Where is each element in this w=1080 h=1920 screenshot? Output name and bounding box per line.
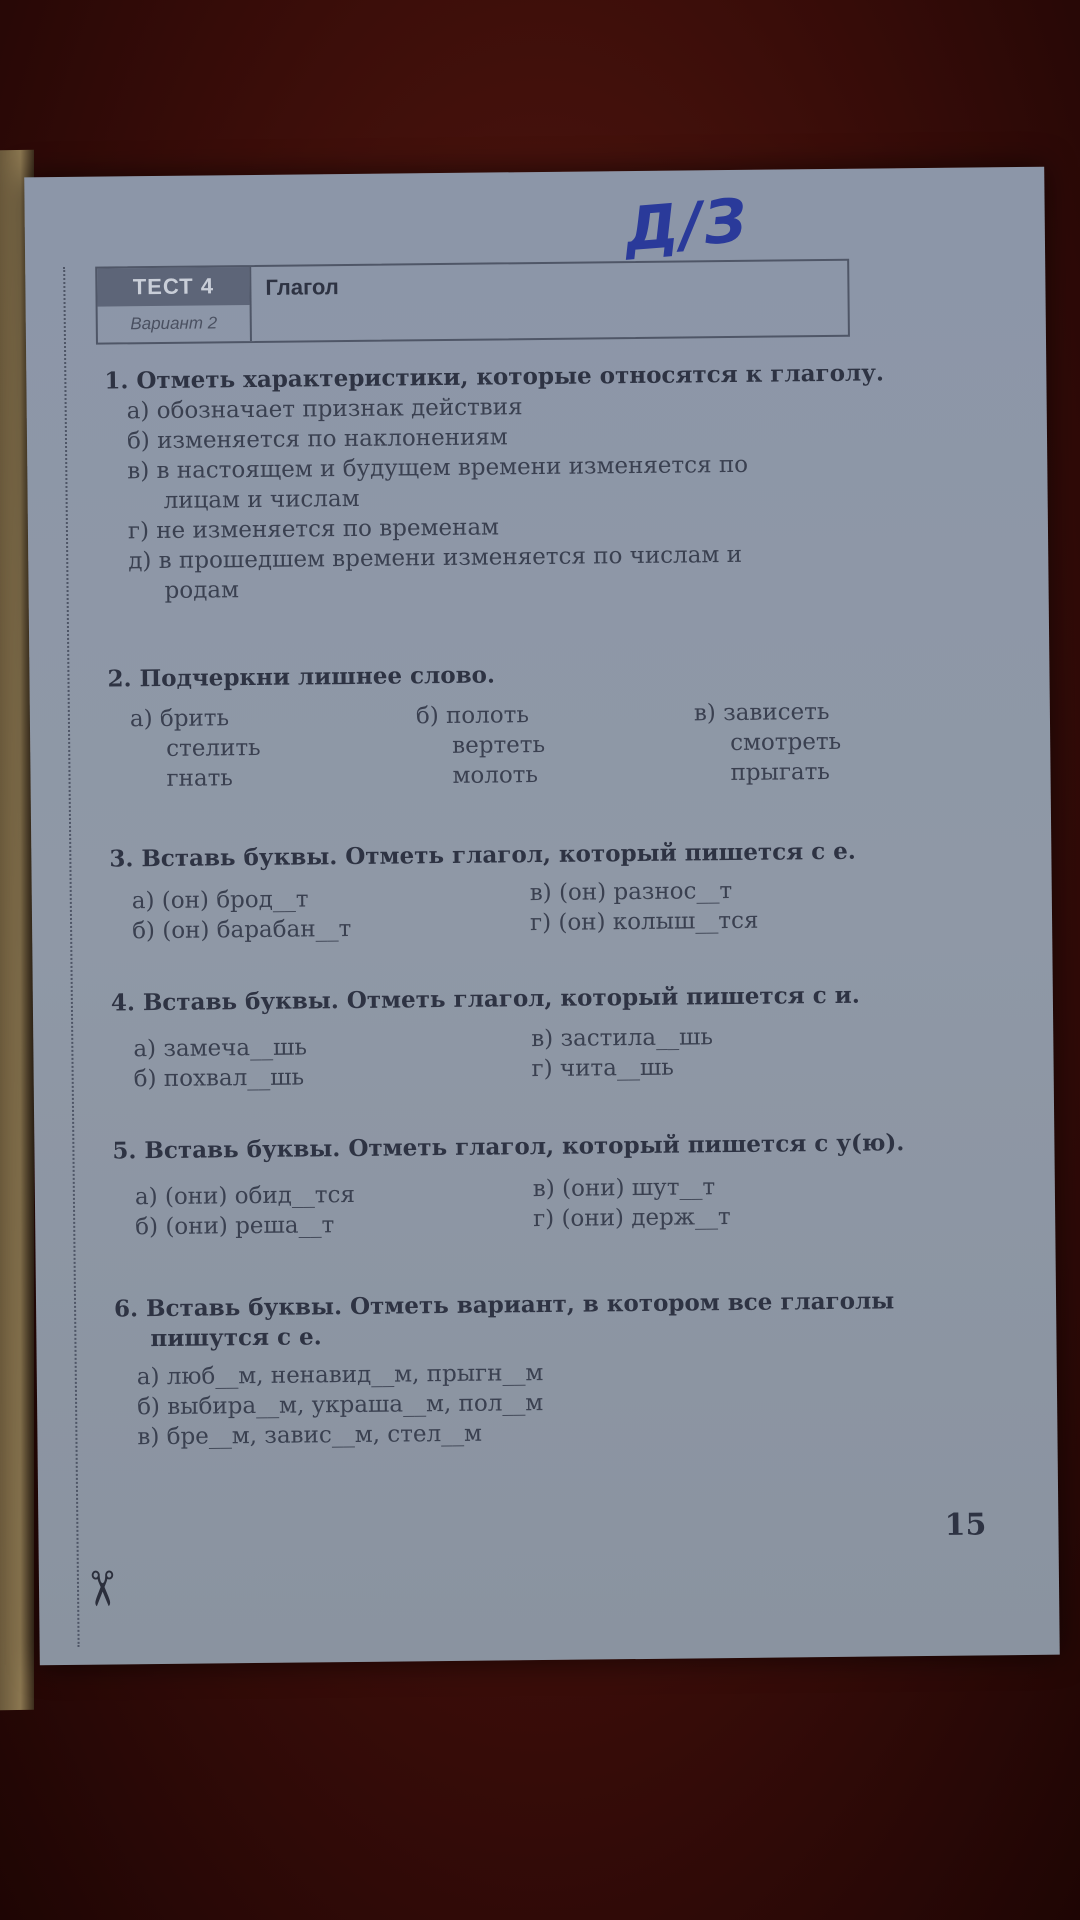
task-option: в) (они) шут__т — [532, 1174, 716, 1203]
task-option: д) в прошедшем времени изменяется по числам и — [128, 541, 743, 575]
word-option: вертеть — [452, 731, 546, 759]
task-option: а) (он) брод__т — [131, 886, 309, 915]
task-4 — [111, 979, 992, 1098]
handwritten-note: Д/З — [622, 185, 752, 266]
task-option: в) бре__м, завис__м, стел__м — [137, 1420, 483, 1451]
task-option: в) (он) разнос__т — [529, 878, 733, 907]
option-column-left — [132, 884, 352, 946]
test-label: ТЕСТ 4 — [97, 267, 249, 307]
task-question: 4. Вставь буквы. Отметь глагол, который пишется с и. — [110, 981, 860, 1017]
option-column-right — [533, 1172, 731, 1234]
task-option: б) похвал__шь — [133, 1064, 305, 1093]
task-option: г) не изменяется по временам — [127, 514, 500, 545]
test-header — [95, 259, 850, 345]
task-question: 3. Вставь буквы. Отметь глагол, который пишется с е. — [109, 837, 856, 873]
word-option: стелить — [166, 734, 261, 762]
task-question: 6. Вставь буквы. Отметь вариант, в котором все глаголы — [113, 1287, 895, 1323]
task-question: 1. Отметь характеристики, которые относятся к глаголу. — [104, 359, 885, 395]
task-option: а) замеча__шь — [133, 1034, 308, 1063]
option-column-left — [135, 1180, 356, 1242]
task-6 — [114, 1286, 896, 1452]
word-option: б) полоть — [415, 702, 530, 730]
task-option: г) (он) колыш__тся — [529, 907, 759, 937]
task-question-continuation: пишутся с е. — [150, 1323, 322, 1353]
option-column-right — [530, 876, 759, 938]
option-column-right — [531, 1022, 713, 1084]
task-question: 5. Вставь буквы. Отметь глагол, который пишется с у(ю). — [112, 1129, 905, 1165]
word-option: в) зависеть — [693, 698, 830, 727]
task-option: в) застила__шь — [531, 1024, 714, 1053]
scissors-icon: ✂ — [72, 1568, 130, 1610]
task-option: г) (они) держ__т — [533, 1204, 731, 1233]
word-column-c — [694, 697, 842, 789]
task-3 — [109, 835, 990, 954]
task-question: 2. Подчеркни лишнее слово. — [107, 661, 496, 693]
word-option: прыгать — [730, 758, 831, 787]
task-5 — [112, 1127, 993, 1246]
task-option: а) (они) обид__тся — [134, 1181, 356, 1211]
task-2 — [107, 655, 989, 814]
task-1 — [104, 358, 886, 606]
task-option: г) чита__шь — [531, 1054, 674, 1083]
option-column-left — [133, 1032, 307, 1094]
word-option: молоть — [452, 762, 539, 789]
task-option-continuation: родам — [164, 577, 240, 604]
variant-label: Вариант 2 — [130, 313, 218, 334]
task-option: а) люб__м, ненавид__м, прыгн__м — [136, 1360, 544, 1391]
word-option: а) брить — [129, 705, 230, 733]
word-column-b — [416, 700, 546, 791]
word-column-a — [130, 703, 261, 794]
page-number: 15 — [944, 1507, 987, 1543]
task-option: б) выбира__м, украша__м, пол__м — [136, 1390, 544, 1421]
cut-line — [63, 267, 79, 1647]
task-option: б) (они) реша__т — [135, 1212, 335, 1241]
task-option: а) обозначает признак действия — [126, 394, 523, 425]
topic-title: Глагол — [265, 274, 339, 300]
task-option: б) (он) барабан__т — [132, 915, 352, 945]
task-option: в) в настоящем и будущем времени изменяется по — [127, 451, 749, 485]
task-option-continuation: лицам и числам — [163, 485, 360, 514]
task-option: б) изменяется по наклонениям — [126, 424, 508, 455]
word-option: гнать — [166, 765, 234, 792]
workbook-page — [24, 167, 1060, 1666]
word-option: смотреть — [730, 728, 842, 757]
test-header-left — [97, 267, 252, 343]
